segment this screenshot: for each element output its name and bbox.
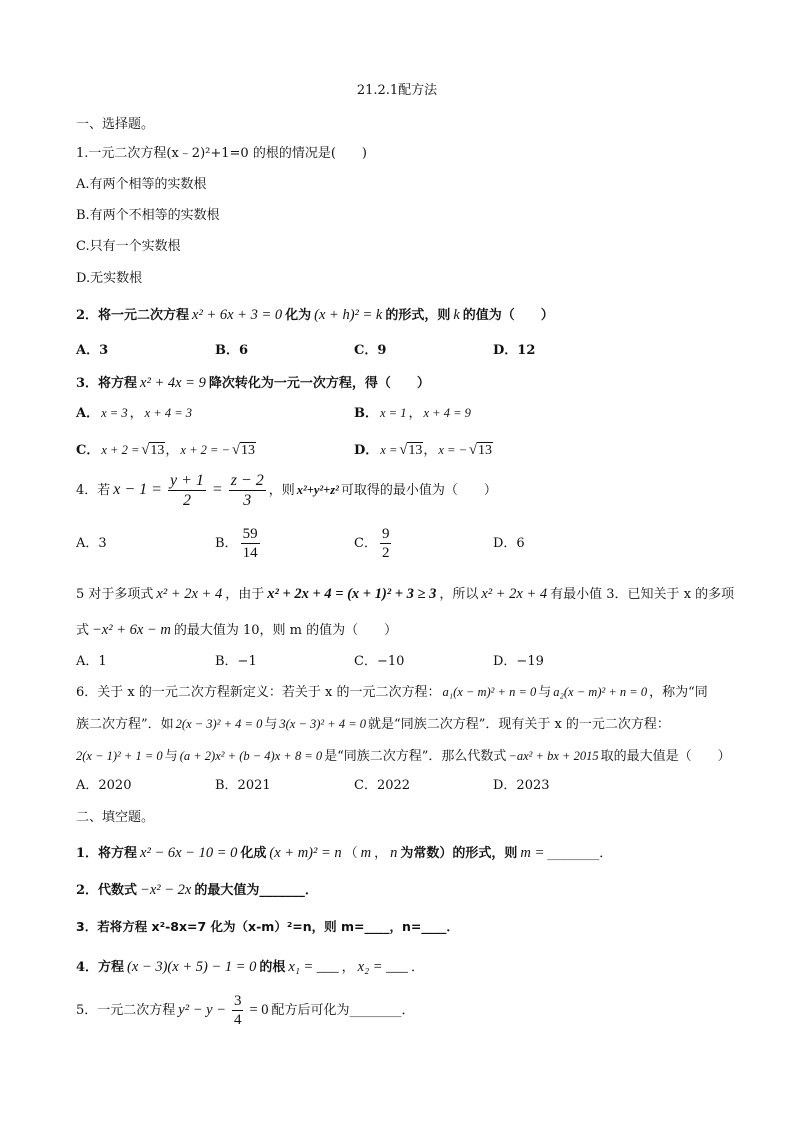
q3-option-a [76,403,194,424]
fraction-denominator: 3 [243,492,252,509]
q6-text: 6．关于 x 的一元二次方程新定义：若关于 x 的一元二次方程： [76,685,441,700]
sqrt-sign: √ [469,442,478,458]
q6-text: 与 [538,685,552,700]
sqrt-sign: √ [141,442,150,458]
q4-text: 可取得的最小值为（ ） [340,483,497,498]
q2-option-c: C．9 [354,343,387,358]
radicand: 13 [478,443,493,458]
q2-option-d: D．12 [493,343,536,358]
q4-fraction [229,471,266,510]
q5-text: 式 [76,623,90,638]
q3-option-c [76,440,256,461]
fill-text: 为常数）的形式，则 [400,846,518,861]
q6-text: 是“同族二次方程”．那么代数式 [324,749,507,764]
fill-fraction [232,992,244,1029]
fill-text: 4．方程 [76,960,125,975]
fraction-numerator: y + 1 [169,472,204,489]
option-math: x = − [438,443,468,457]
q6-option-a: A．2020 [76,778,132,793]
fill-text: 的根 [259,960,286,975]
fraction-numerator: 3 [233,993,242,1009]
q1-option-b: B.有两个不相等的实数根 [76,208,220,223]
fill-text: 化成 [240,846,267,861]
option-math: x = 1 [380,406,407,420]
q6-line-2 [76,714,670,735]
option-separator: ， [165,443,179,458]
q3-math: x² + 4x = 9 [140,375,206,391]
fill-math: −x² − 2x [140,882,192,898]
q2-text: 的值为（ ） [462,308,554,323]
fraction-denominator: 14 [242,545,258,561]
q6-math: −ax² + bx + 2015 [508,749,599,763]
q2-math: x² + 6x + 3 = 0 [192,307,283,323]
fill-math: x₁ = ___ [288,959,339,975]
fill-3: 3．若将方程 x²-8x=7 化为（x-m）²=n，则 m=____，n=____． [76,919,459,934]
q6-option-c: C．2022 [354,778,411,793]
fill-4 [76,957,424,978]
q4-text: 4．若 [76,483,111,498]
q4-option-c [354,524,394,564]
q1-option-a: A.有两个相等的实数根 [76,177,207,192]
q5-math: x² + 2x + 4 [481,586,548,602]
q6-option-d: D．2023 [493,778,550,793]
radicand: 13 [150,443,165,458]
fraction-numerator: 9 [381,526,390,542]
fill-text: 2．代数式 [76,883,138,898]
option-label: B． [215,536,238,551]
page-title: 21.2.1配方法 [356,83,438,98]
q2-math: k [453,307,460,323]
option-label: C． [354,536,377,551]
q6-math: 3(x − 3)² + 4 = 0 [279,717,367,731]
fill-text: 1．将方程 [76,846,138,861]
option-label: D． [354,443,379,458]
fraction-denominator: 2 [381,545,390,561]
q6-text: ，称为“同 [649,685,708,700]
q5-text: 的最大值为 10，则 m 的值为（ ） [173,623,398,638]
option-math: x + 2 = − [180,443,230,457]
q1-stem: 1.一元二次方程(x﹣2)²+1=0 的根的情况是( ) [76,146,367,161]
q5-option-a: A．1 [76,654,107,669]
q2-option-a: A．3 [76,343,109,358]
q3-stem [76,373,430,394]
section-heading-fill: 二、填空题。 [76,810,155,825]
q1-option-c: C.只有一个实数根 [76,239,181,254]
radicand: 13 [240,443,255,458]
q6-line-3 [76,746,731,767]
fraction-numerator: z − 2 [230,472,264,489]
q3-option-d [354,440,493,461]
option-fraction [241,525,260,562]
fill-math: m [360,845,372,861]
q5-math: x² + 2x + 4 = (x + 1)² + 3 ≥ 3 [267,586,437,602]
fill-math: m = [520,845,545,861]
q6-math: 2(x − 3)² + 4 = 0 [175,717,263,731]
option-separator: ， [423,443,437,458]
q5-math: −x² + 6x − m [92,622,171,638]
fill-blank: ________． [547,846,613,861]
fraction-denominator: 2 [182,492,191,509]
fill-math: y² − y − [178,1002,226,1018]
fill-math: = 0 [249,1002,269,1018]
fill-5 [76,990,415,1031]
q6-math: a₂(x − m)² + n = 0 [553,685,648,699]
fill-text: 配方后可化为________． [271,1003,415,1018]
q4-option-a: A．3 [76,536,107,551]
q5-text: ，所以 [439,587,479,602]
fill-math: x₂ = ___ [357,959,408,975]
section-heading-choice: 一、选择题。 [76,117,155,132]
q2-text: 化为 [285,308,312,323]
q4-math: x − 1 = [113,481,162,498]
fill-math: n [390,845,398,861]
fraction-numerator: 59 [242,526,258,542]
q5-option-c: C．−10 [354,654,405,669]
q4-math: = [211,481,223,498]
fill-text: ， [341,960,355,975]
fill-text: ． [410,960,424,975]
fill-text: ， [374,846,388,861]
option-separator: ， [129,406,143,421]
q2-option-b: B．6 [215,343,249,358]
q4-math: x²+y²+z² [296,483,339,497]
q5-option-b: B．−1 [215,654,257,669]
q4-stem [76,470,497,511]
fill-math: (x + m)² = n [269,845,342,861]
q4-fraction [168,471,206,510]
q5-line-1 [76,584,734,605]
q5-text: 有最小值 3．已知关于 x 的多项 [550,587,735,602]
q2-text: 2．将一元二次方程 [76,308,190,323]
fill-1 [76,843,612,864]
q6-math: 2(x − 1)² + 1 = 0 [76,749,163,763]
option-fraction [380,525,392,562]
q6-text: 取的最大值是（ ） [600,749,731,764]
q6-math: a₁(x − m)² + n = 0 [442,685,537,699]
option-label: C． [76,443,100,458]
q6-option-b: B．2021 [215,778,271,793]
q5-line-2 [76,620,397,641]
q6-text: 就是“同族二次方程”．现有关于 x 的一元二次方程： [368,717,670,732]
q6-text: 族二次方程”．如 [76,717,174,732]
radicand: 13 [408,443,423,458]
option-math: x = 3 [101,406,128,420]
option-math: x + 4 = 3 [144,406,193,420]
q2-text: 的形式，则 [385,308,451,323]
option-label: A． [76,406,100,421]
q6-math: (a + 2)x² + (b − 4)x + 8 = 0 [179,749,323,763]
q6-text: 与 [264,717,278,732]
q5-text: 5 对于多项式 [76,587,154,602]
q4-option-b [215,524,263,564]
fill-text: 的最大值为_______． [194,883,318,898]
q5-option-d: D．−19 [493,654,544,669]
option-label: B． [354,406,378,421]
q3-text: 3．将方程 [76,376,138,391]
option-math: x = [380,443,398,457]
sqrt-sign: √ [232,442,240,458]
q5-text: ，由于 [225,587,265,602]
q1-option-d: D.无实数根 [76,271,143,286]
fill-2 [76,880,318,901]
option-math: x + 2 = [101,443,140,457]
q6-line-1 [76,682,708,703]
option-separator: ， [408,406,422,421]
fill-math: x² − 6x − 10 = 0 [140,845,238,861]
q2-math: (x + h)² = k [314,307,383,323]
q6-text: 与 [164,749,178,764]
option-math: x + 4 = 9 [423,406,471,420]
q4-option-d: D．6 [493,536,525,551]
fill-math: (x − 3)(x + 5) − 1 = 0 [127,959,257,975]
q3-text: 降次转化为一元一次方程，得（ ） [208,376,430,391]
fill-text: 5．一元二次方程 [76,1003,176,1018]
q4-text: ，则 [268,483,295,498]
q3-option-b [354,403,473,424]
sqrt-sign: √ [399,442,408,458]
q2-stem [76,305,554,326]
fraction-denominator: 4 [233,1012,242,1028]
fill-text: （ [344,846,358,861]
q5-math: x² + 2x + 4 [156,586,223,602]
